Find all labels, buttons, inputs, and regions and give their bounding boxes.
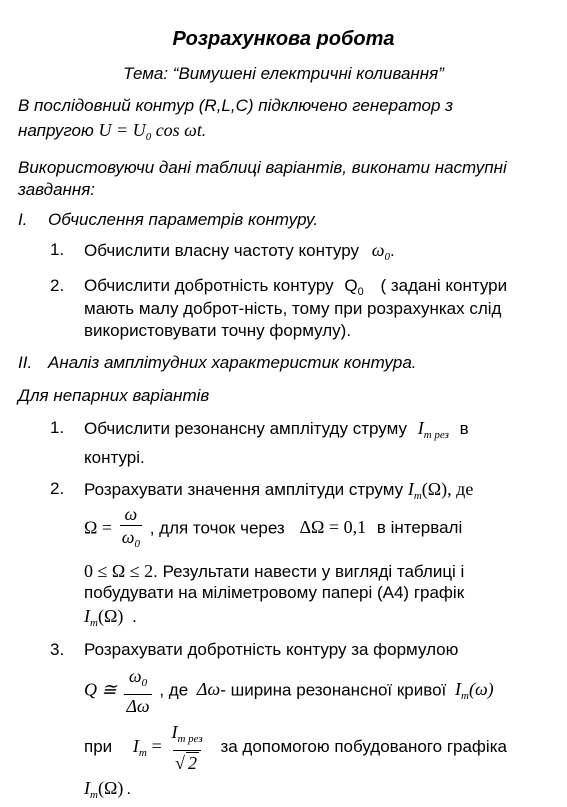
document-title: Розрахункова робота <box>172 28 395 50</box>
section-1-title: Обчислення параметрів контуру. <box>48 210 319 229</box>
s2-item-2-line-2: Ω = $\frac{\omega}{\omega_0}$ , для точок через ΔΩ = 0,1 в інтервалі <box>84 504 462 554</box>
s1-item-1-text: Обчислити власну частоту контуру $\omega_0$. <box>84 240 395 263</box>
s2-item-1-line-2: контурі. <box>84 448 145 467</box>
s2-item-3-number: 3. <box>50 640 65 659</box>
s2-item-2-line-3: 0 ≤ Ω ≤ 2. Результати навести у вигляді таблиці і <box>84 561 465 581</box>
omega-zero-symbol: $\omega_0$ <box>371 240 390 263</box>
resonant-current-symbol: $I_{m рез}$ <box>417 418 449 441</box>
section-2-title: Аналіз амплітудних характеристик контура. <box>48 353 417 372</box>
intro-line-1: В послідовний контур (R,L,C) підключено генератор з <box>18 96 454 115</box>
voltage-formula: $U = U_0$ cos ωt <box>98 120 202 143</box>
half-power-fraction: $\frac{I_{m рез}}{√ 2}$ <box>171 722 203 773</box>
intro-line-2: напругою $U = U_0$ cos ωt. <box>18 120 207 143</box>
s2-item-3-line-2: Q ≅ $\frac{\omega_0}{\Delta\omega}$ , де Δω- ширина резонансної кривої $I_m(\omega)$ <box>84 666 494 716</box>
intro-line-4: завдання: <box>18 180 96 199</box>
intro-line-3: Використовуючи дані таблиці варіантів, виконати наступні <box>18 158 507 177</box>
omega-range: 0 ≤ Ω ≤ 2 <box>84 561 154 581</box>
s2-item-2-number: 2. <box>50 479 65 498</box>
section-2-number: II. <box>18 353 33 372</box>
s1-item-2-line-2: мають малу доброт-ність, тому при розрахунках слід <box>84 299 502 318</box>
current-amplitude-symbol: $I_m$ <box>407 479 422 502</box>
omega-definition: Ω = <box>84 517 113 538</box>
odd-variants-heading: Для непарних варіантів <box>18 386 210 405</box>
intro-voltage-label: напругою <box>18 121 94 140</box>
s1-item-2-line-3: використовувати точну формулу). <box>84 321 352 340</box>
s1-item-2-number: 2. <box>50 276 65 295</box>
s2-item-1-number: 1. <box>50 418 65 437</box>
s1-item-2-line-1: Обчислити добротність контуру $Q_0$ ( задані контури <box>84 276 508 298</box>
section-1-number: I. <box>18 210 28 229</box>
s2-item-3-line-1: Розрахувати добротність контуру за формулою <box>84 640 459 659</box>
s2-item-3-line-3: при $I_m$ = $\frac{I_{m рез}}{√ 2}$ за допомогою побудованого графіка <box>84 722 507 773</box>
q-zero-symbol: $Q_0$ <box>344 276 364 298</box>
s2-item-1-line-1: Обчислити резонансну амплітуду струму $I_{m рез}$ в <box>84 418 469 441</box>
s2-item-3-graph: $I_m(\Omega)$ . <box>84 778 132 801</box>
delta-omega-step: ΔΩ = 0,1 <box>299 517 367 538</box>
document-theme: Тема: “Вимушені електричні коливання” <box>123 64 444 83</box>
s2-item-2-graph: $I_m(\Omega)$ . <box>84 606 137 629</box>
s2-item-2-line-1: Розрахувати значення амплітуди струму $I_m(\Omega)$, де <box>84 479 474 502</box>
quality-factor-approx: Q ≅ <box>84 679 117 700</box>
omega-fraction: $\frac{\omega}{\omega_0}$ <box>120 504 142 554</box>
s1-item-1-number: 1. <box>50 240 65 259</box>
s2-item-2-line-4: побудувати на міліметровому папері (А4) графік <box>84 583 465 602</box>
quality-fraction: $\frac{\omega_0}{\Delta\omega}$ <box>126 666 150 716</box>
